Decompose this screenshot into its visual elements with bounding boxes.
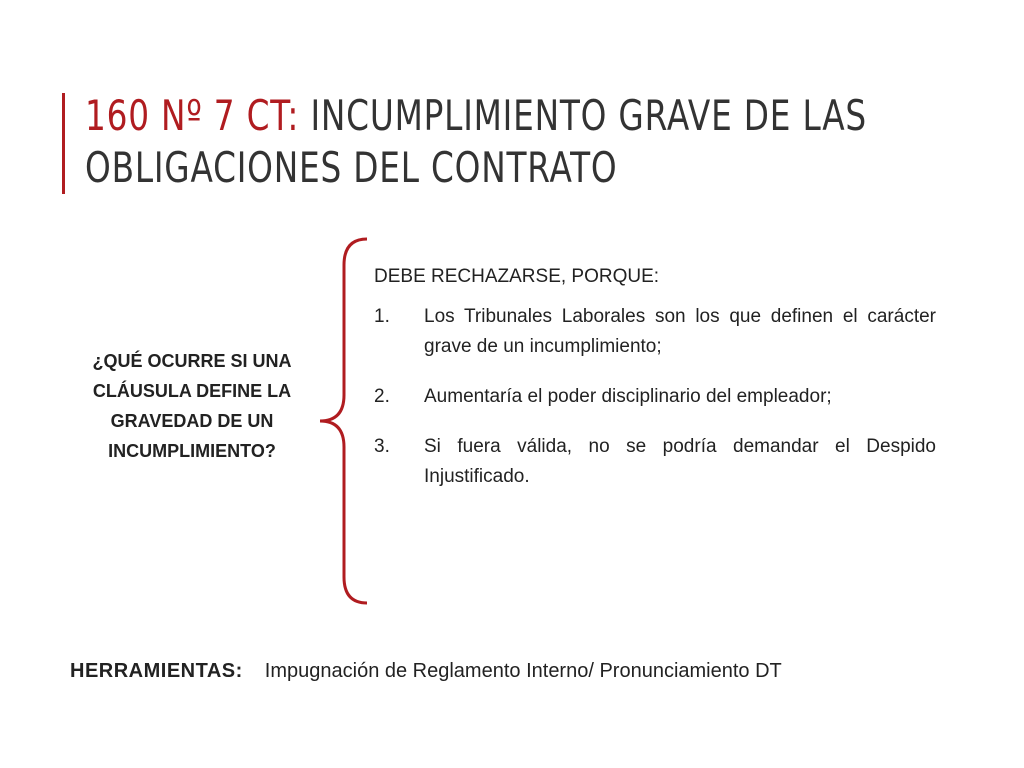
list-item-text: Los Tribunales Laborales son los que definen el carácter grave de un incumplimiento;: [424, 306, 936, 357]
answer-lead: DEBE RECHAZARSE, PORQUE:: [374, 266, 660, 287]
slide-title: [85, 90, 867, 194]
tools-line: [70, 656, 950, 686]
tools-text: Impugnación de Reglamento Interno/ Pronunciamiento DT: [264, 660, 782, 682]
list-item-text: Aumentaría el poder disciplinario del empleador;: [424, 386, 832, 407]
title-topic: INCUMPLIMIENTO GRAVE DE LAS: [299, 91, 867, 140]
list-item-number: 1.: [374, 306, 390, 327]
list-item-text: Si fuera válida, no se podría demandar el Despido Injustificado.: [424, 436, 936, 487]
list-item: [374, 302, 936, 362]
list-item: [374, 432, 936, 492]
question-text: ¿QUÉ OCURRE SI UNA CLÁUSULA DEFINE LA GRAVEDAD DE UN INCUMPLIMIENTO?: [92, 351, 292, 461]
reasons-list: [374, 302, 936, 492]
list-item: [374, 382, 936, 412]
list-item-number: 3.: [374, 436, 390, 457]
title-article-ref: 160 Nº 7 CT:: [85, 91, 300, 140]
list-item-number: 2.: [374, 386, 390, 407]
title-line-1: [85, 91, 867, 140]
title-accent-bar: [62, 93, 65, 194]
title-line-2: OBLIGACIONES DEL CONTRATO: [85, 143, 618, 192]
answer-block: [374, 262, 936, 512]
tools-label: HERRAMIENTAS:: [70, 660, 243, 682]
curly-brace-icon: [312, 235, 372, 607]
